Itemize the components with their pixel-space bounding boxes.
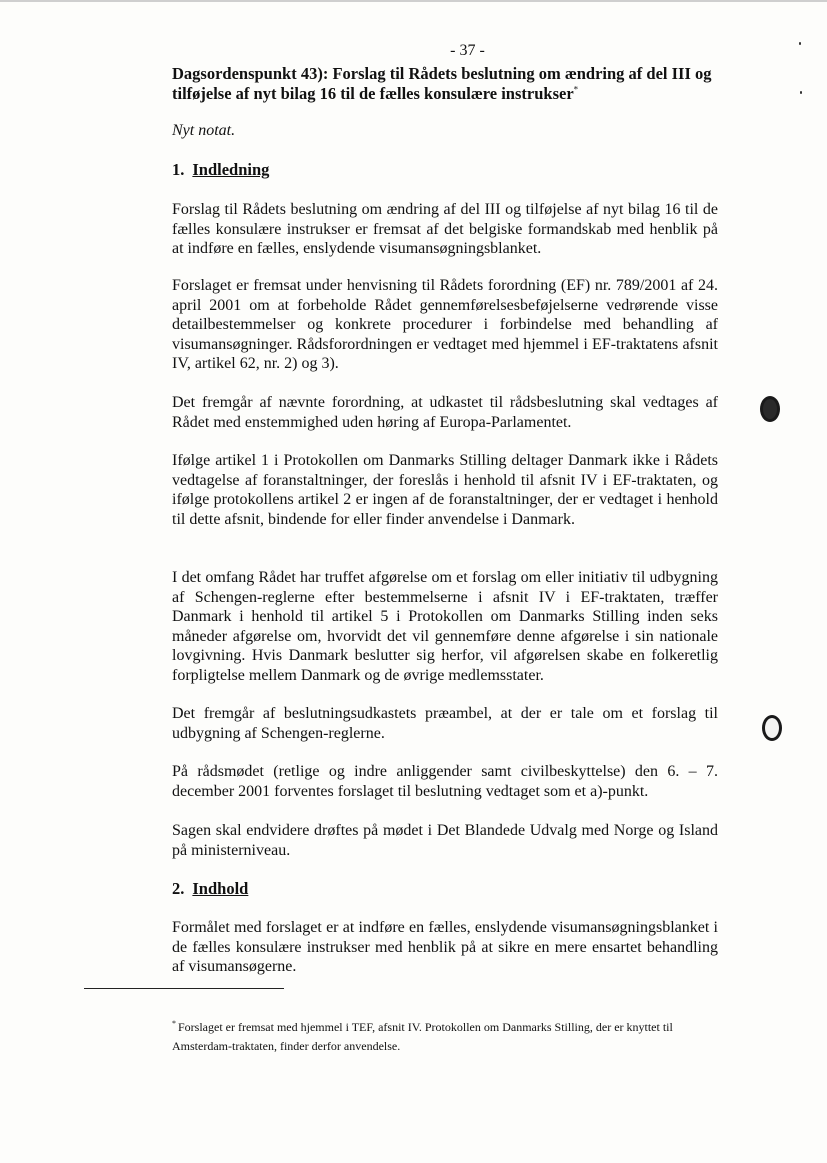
section-number: 2. <box>172 879 185 898</box>
section-heading-2 <box>172 879 248 899</box>
footnote-marker: * <box>172 1019 176 1028</box>
scan-top-edge <box>0 0 827 2</box>
scan-speck <box>799 42 801 45</box>
page-number: - 37 - <box>450 42 485 59</box>
paragraph: Ifølge artikel 1 i Protokollen om Danmarks Stilling deltager Danmark ikke i Rådets vedtagelse af foranstaltninger, der foreslås i henhold til afsnit IV i EF-traktaten, og ifølge protokollens artikel 2 er ingen af de foranstaltninger, der er vedtaget i henhold til dette afsnit, bindende for eller finder anvendelse i Danmark. <box>172 452 718 528</box>
footnote-separator <box>84 988 284 989</box>
paragraph: Forslaget er fremsat under henvisning til Rådets forordning (EF) nr. 789/2001 af 24. april 2001 om at forbeholde Rådet gennemførelsesbeføjelserne vedrørende visse detailbestemmelser og konkrete procedurer i forbindelse med behandling af visumansøgninger. Rådsforordningen er vedtaget med hjemmel i EF-traktatens afsnit IV, artikel 62, nr. 2) og 3). <box>172 277 718 373</box>
scan-speck <box>800 91 802 94</box>
title-text: Dagsordenspunkt 43): Forslag til Rådets beslutning om ændring af del III og tilføjelse af nyt bilag 16 til de fælles konsulære instrukser <box>172 64 712 103</box>
paragraph: Det fremgår af beslutningsudkastets præambel, at der er tale om et forslag til udbygning af Schengen-reglerne. <box>172 705 718 742</box>
paragraph: Forslag til Rådets beslutning om ændring af del III og tilføjelse af nyt bilag 16 til de fælles konsulære instrukser er fremsat af det belgiske formandskab med henblik på at indføre en fælles, enslydende visumansøgningsblanket. <box>172 201 718 258</box>
section-number: 1. <box>172 160 185 179</box>
punch-hole-mark <box>760 396 780 422</box>
note-subtitle: Nyt notat. <box>172 122 236 139</box>
paragraph: Det fremgår af nævnte forordning, at udkastet til rådsbeslutning skal vedtages af Rådet med enstemmighed uden høring af Europa-Parlamentet. <box>172 394 718 431</box>
paragraph: Sagen skal endvidere drøftes på mødet i Det Blandede Udvalg med Norge og Island på ministerniveau. <box>172 822 718 859</box>
footnote <box>172 1018 724 1056</box>
document-title <box>172 64 732 104</box>
paragraph: I det omfang Rådet har truffet afgørelse om et forslag om eller initiativ til udbygning af Schengen-reglerne efter bestemmelserne i afsnit IV i EF-traktaten, træffer Danmark i henhold til artikel 5 i Protokollen om Danmarks Stilling inden seks måneder afgørelse om, hvorvidt det vil gennemføre denne afgørelse i sin nationale lovgivning. Hvis Danmark beslutter sig herfor, vil afgørelsen skabe en folkeretlig forpligtelse mellem Danmark og de øvrige medlemsstater. <box>172 569 718 684</box>
paragraph: Formålet med forslaget er at indføre en fælles, enslydende visumansøgningsblanket i de fælles konsulære instrukser med henblik på at sikre en mere ensartet behandling af visumansøgerne. <box>172 919 718 976</box>
paragraph: På rådsmødet (retlige og indre anliggender samt civilbeskyttelse) den 6. – 7. december 2001 forventes forslaget til beslutning vedtaget som et a)-punkt. <box>172 763 718 800</box>
title-footnote-marker: * <box>573 84 579 95</box>
punch-hole-mark <box>762 715 782 741</box>
section-heading-1 <box>172 160 269 180</box>
section-title: Indledning <box>192 160 270 179</box>
section-title: Indhold <box>192 879 249 898</box>
footnote-text: Forslaget er fremsat med hjemmel i TEF, afsnit IV. Protokollen om Danmarks Stilling, der er knyttet til Amsterdam-traktaten, finder derfor anvendelse. <box>172 1020 673 1053</box>
